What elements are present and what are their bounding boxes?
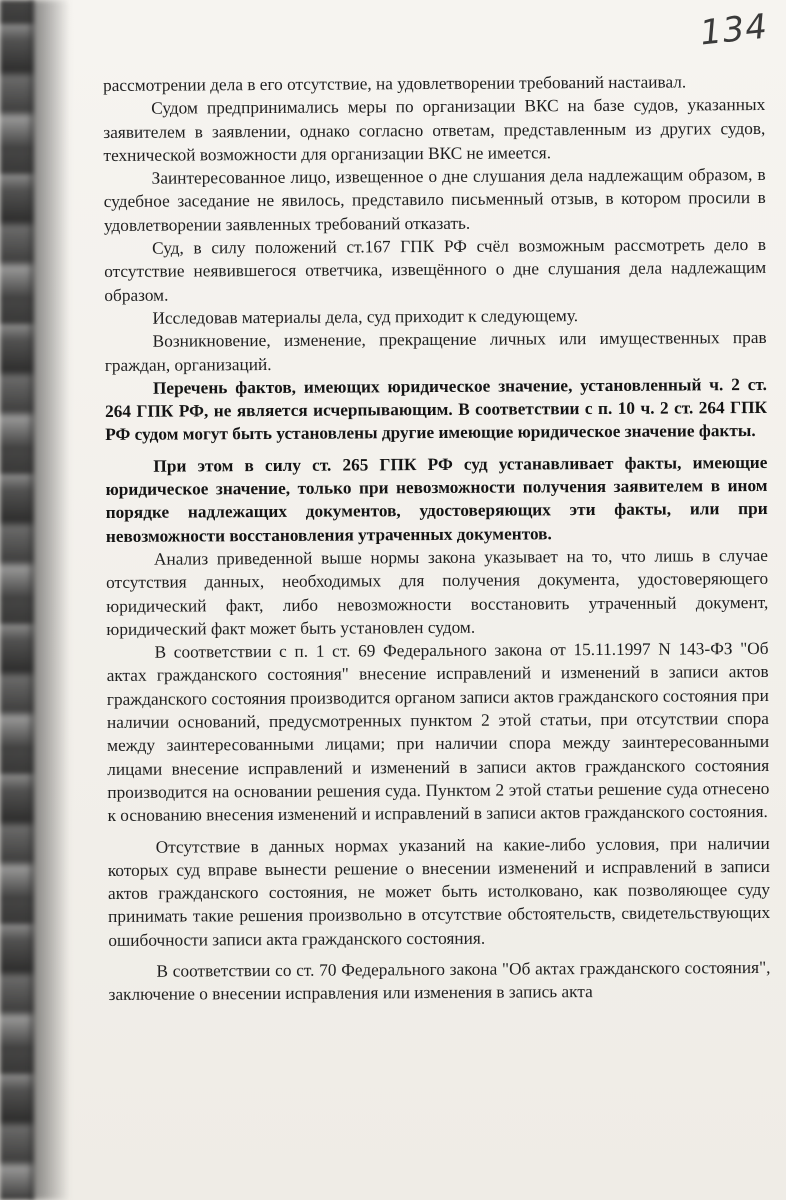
paragraph: Судом предпринимались меры по организации ВКС на базе судов, указанных заявителем в заявлении, однако согласно ответам, представленным из других судов, технической возможности для организации ВКС не имеется. xyxy=(103,95,766,165)
handwritten-page-number: 134 xyxy=(698,6,770,54)
paragraph: При этом в силу ст. 265 ГПК РФ суд устанавливает факты, имеющие юридическое значение, только при невозможности получения заявителем в ином порядке надлежащих документов, удостоверяющих эти факты, или при невозможности восстановления утраченных документов. xyxy=(105,452,768,546)
paragraph: Заинтересованное лицо, извещенное о дне слушания дела надлежащим образом, в судебное заседание не явилось, представило письменный отзыв, в котором просили в удовлетворении заявленных требований отказать. xyxy=(103,165,766,235)
paragraph: Исследовав материалы дела, суд приходит к следующему. xyxy=(152,306,579,328)
paragraph: В соответствии со ст. 70 Федерального закона "Об актах гражданского состояния", заключение о внесении исправления или изменения в запись акта xyxy=(108,957,771,1005)
paragraph: Суд, в силу положений ст.167 ГПК РФ счёл возможным рассмотреть дело в отсутствие неявившегося ответчика, извещённого о дне слушания дела надлежащим образом. xyxy=(104,235,767,305)
paragraph: В соответствии с п. 1 ст. 69 Федерального закона от 15.11.1997 N 143-ФЗ "Об актах гражданского состояния" внесение исправлений и изменений в записи актов гражданского состояния производится органом записи актов гражданского состояния при наличии оснований, предусмотренных пунктом 2 этой статьи, при отсутствии спора между заинтересованными лицами; при наличии спора между заинтересованными лицами внесение исправлений и изменений в записи актов гражданского состояния производится на основании решения суда. Пунктом 2 этой статьи решение суда отнесено к основанию внесения изменений и исправлений в записи актов гражданского состояния. xyxy=(106,639,770,826)
paragraph: рассмотрении дела в его отсутствие, на удовлетворении требований настаивал. xyxy=(103,72,687,95)
paragraph: Отсутствие в данных нормах указаний на какие-либо условия, при наличии которых суд вправе вынести решение о внесении изменений и исправлений в записи актов гражданского состояния, не может быть истолковано, как позволяющее суду принимать такие решения произвольно в отсутствие обстоятельств, свидетельствующих ошибочности записи акта гражданского состояния. xyxy=(107,833,771,950)
paragraph: Перечень фактов, имеющих юридическое значение, установленный ч. 2 ст. 264 ГПК РФ, не является исчерпывающим. В соответствии с п. 10 ч. 2 ст. 264 ГПК РФ судом могут быть установлены другие имеющие юридическое значение факты. xyxy=(105,374,768,445)
paragraph: Анализ приведенной выше нормы закона указывает на то, что лишь в случае отсутствия данных, необходимых для получения документа, удостоверяющего юридический факт, либо невозможности восстановить утраченный документ, юридический факт может быть установлен судом. xyxy=(106,545,769,639)
scanner-edge-gradient xyxy=(30,0,70,1200)
scanner-edge-shadow xyxy=(0,0,34,1200)
paragraph: Возникновение, изменение, прекращение личных или имущественных прав граждан, организаций. xyxy=(104,328,767,375)
document-body xyxy=(103,70,771,1007)
